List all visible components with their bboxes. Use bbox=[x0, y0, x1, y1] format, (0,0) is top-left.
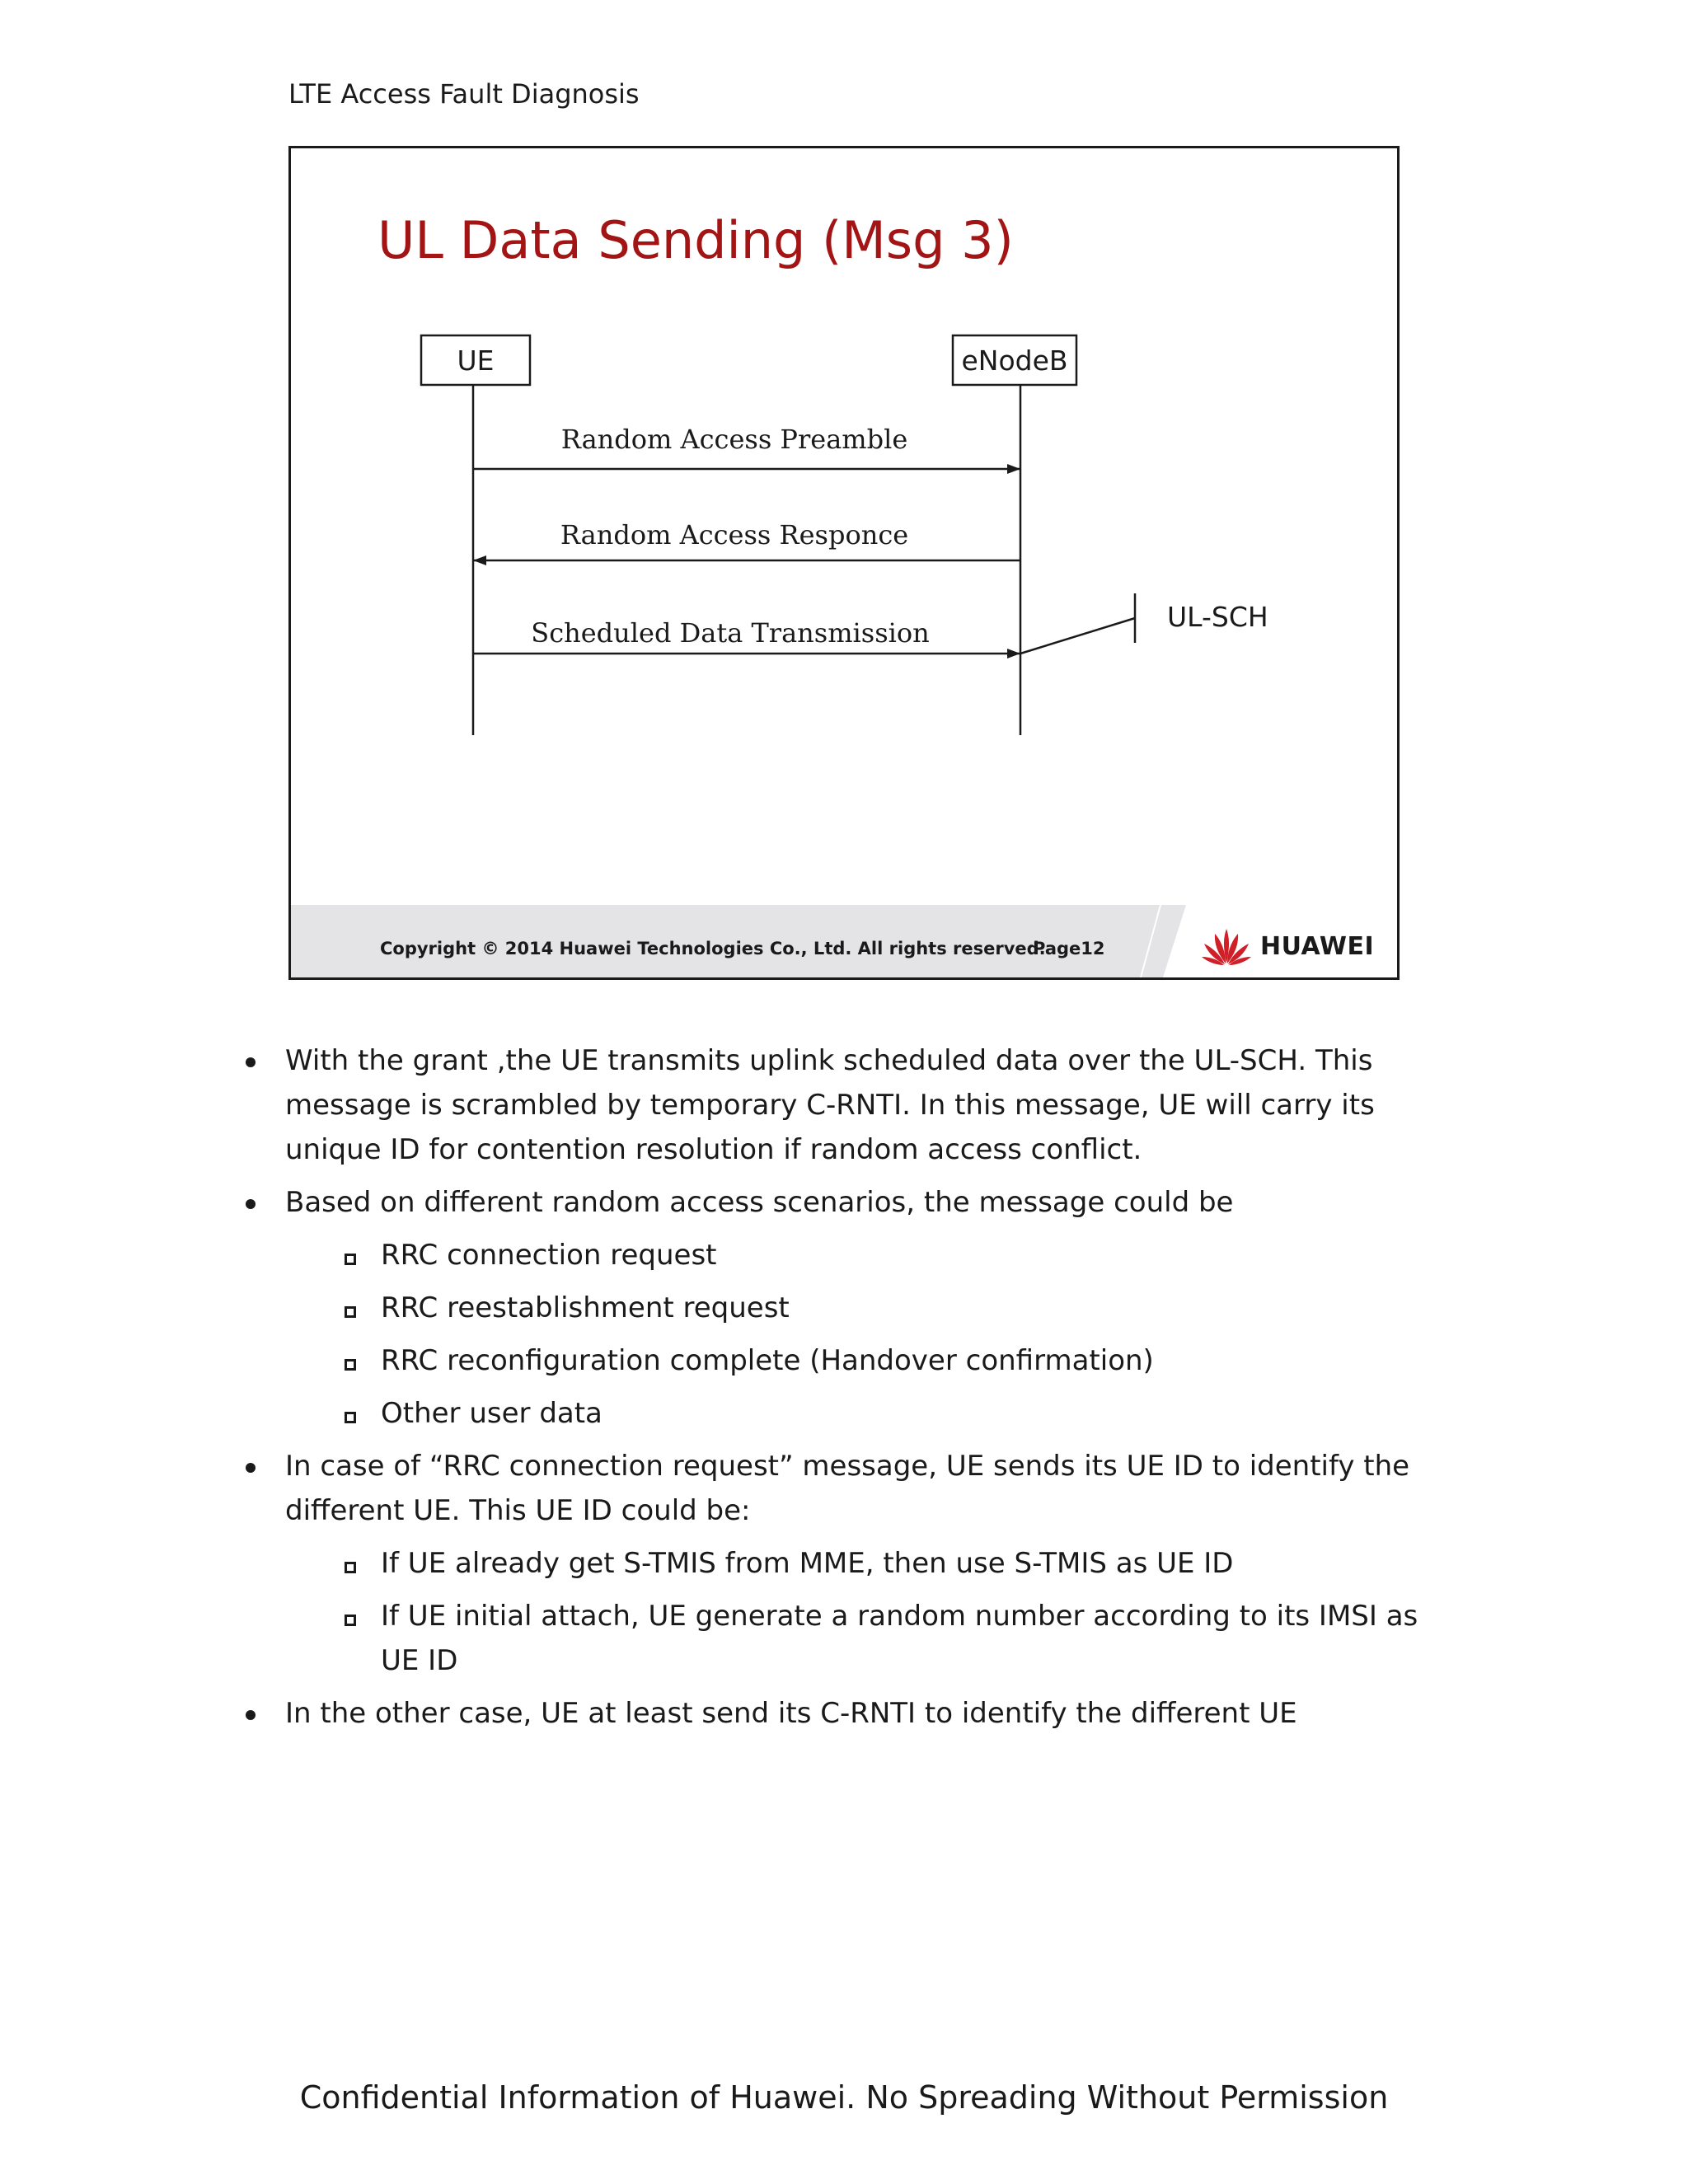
confidential-footer: Confidential Information of Huawei. No Spreading Without Permission bbox=[299, 2079, 1389, 2116]
footer-copyright: Copyright © 2014 Huawei Technologies Co., Ltd. All rights reserved. bbox=[380, 939, 1046, 958]
ue-label: UE bbox=[457, 344, 495, 377]
sub-bullet-item: RRC reestablishment request bbox=[239, 1286, 1459, 1330]
huawei-logo bbox=[1201, 926, 1374, 966]
slide-title: UL Data Sending (Msg 3) bbox=[377, 210, 1014, 270]
ul-sch-label: UL-SCH bbox=[1167, 601, 1268, 633]
bullet-item: In case of “RRC connection request” message, UE sends its UE ID to identify the different UE. This UE ID could be: bbox=[239, 1444, 1459, 1533]
sub-bullet-item: RRC reconfiguration complete (Handover confirmation) bbox=[239, 1338, 1459, 1383]
bullet-item: With the grant ,the UE transmits uplink scheduled data over the UL-SCH. This message is scrambled by temporary C-RNTI. In this message, UE will carry its unique ID for contention resolution if random access conflict. bbox=[239, 1038, 1459, 1172]
message-label-random-access-responce: Random Access Responce bbox=[560, 519, 909, 551]
sequence-diagram bbox=[291, 148, 1397, 977]
footer-divider bbox=[1140, 905, 1161, 977]
slide-footer bbox=[291, 905, 1397, 977]
sub-bullet-item: If UE initial attach, UE generate a random number according to its IMSI as UE ID bbox=[239, 1594, 1459, 1683]
message-label-random-access-preamble: Random Access Preamble bbox=[560, 424, 908, 455]
huawei-flower-icon bbox=[1201, 927, 1252, 965]
huawei-logo-text: HUAWEI bbox=[1260, 931, 1375, 961]
slide bbox=[288, 146, 1400, 980]
ul-sch-connector bbox=[1020, 618, 1135, 654]
bullet-item: Based on different random access scenarios, the message could be bbox=[239, 1180, 1459, 1225]
footer-page-number: Page12 bbox=[1033, 939, 1105, 958]
sub-bullet-item: RRC connection request bbox=[239, 1233, 1459, 1277]
document-header: LTE Access Fault Diagnosis bbox=[288, 78, 640, 110]
message-label-scheduled-data-transmission: Scheduled Data Transmission bbox=[531, 617, 930, 649]
bullet-item: In the other case, UE at least send its C-RNTI to identify the different UE bbox=[239, 1691, 1459, 1736]
sub-bullet-item: If UE already get S-TMIS from MME, then use S-TMIS as UE ID bbox=[239, 1541, 1459, 1586]
sub-bullet-item: Other user data bbox=[239, 1391, 1459, 1436]
body-content bbox=[239, 1038, 1459, 1744]
enodeb-label: eNodeB bbox=[961, 344, 1068, 377]
